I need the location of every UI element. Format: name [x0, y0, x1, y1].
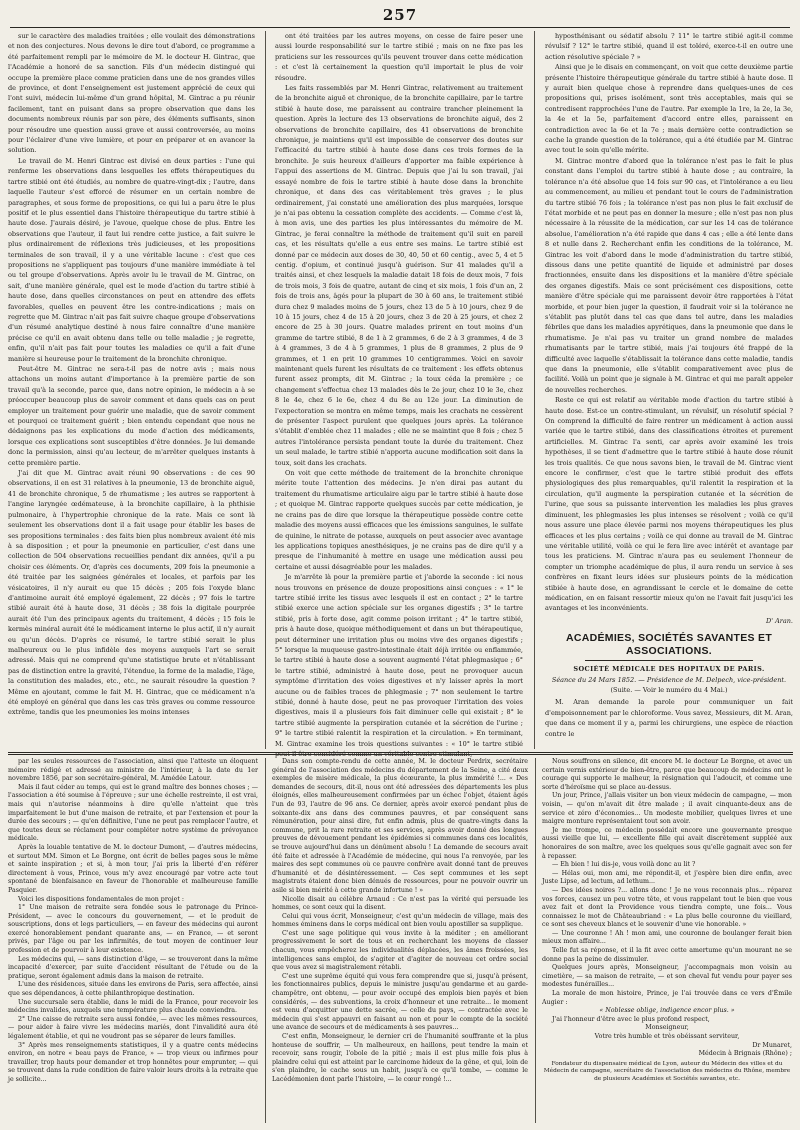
article-column-1 — [8, 31, 255, 749]
paragraph: — Hélas oui, mon ami, me répondit-il, et j'espère bien dire enfin, avec Juste Lipse, ad lectum, ad lethum... — [542, 869, 792, 886]
paragraph: par les seules ressources de l'association, ainsi que l'atteste un éloquent mémoire rédigé et adressé au ministre de l'intérieur, à la date du 1er novembre 1856, par son secrétaire-général, M. Amédée Latour. — [8, 758, 258, 783]
paragraph: L'une des résidences, située dans les environs de Paris, sera affectée, ainsi que ses dépendances, à cette philanthropique destination. — [8, 981, 258, 998]
paragraph: Voici les dispositions fondamentales de mon projet : — [18, 895, 184, 903]
column-divider — [265, 758, 266, 1123]
letter-signature-footnote: Fondateur du dispensaire médical de Lyon, auteur du Médecin des villes et du Médecin de campagne, secrétaire de l'association des médecins du Rhône, membre de plusieurs Académies et Sociétés savantes, etc. — [543, 1060, 791, 1082]
header-rule — [10, 27, 790, 28]
salutation: Monseigneur, — [645, 1024, 689, 1032]
paragraph: — Une couronne ! Ah ! mon ami, une couronne de boulanger ferait bien mieux mon affaire... — [542, 929, 792, 946]
letter-signature-title: Médecin à Brignais (Rhône) ; — [698, 1050, 792, 1058]
section-divider — [8, 752, 793, 755]
paragraph: 3° Après mes renseignements statistiques, il y a quatre cents médecins environ, en notre « beau pays de France, » — trop vieux ou infirmes pour travailler, trop hauts pour demander et trop honnêtes pour emprunter, — qui se trouvent dans la rude condition de faire valoir leurs droits à la retraite que je sollicite... — [8, 1041, 258, 1083]
paragraph: Quelques jours après, Monseigneur, j'accompagnais mon voisin au cimetière, — sa maison de retraite, — et son cheval fut vendu pour payer ses modestes funérailles... — [542, 964, 792, 989]
author-signature: D' Aran. — [766, 616, 793, 625]
section-heading: ACADÉMIES, SOCIÉTÉS SAVANTES ET ASSOCIATIONS. — [565, 632, 773, 658]
paragraph: Un jour, Prince, j'allais visiter un bon vieux médecin de campagne, — mon voisin, — qu'on m'avait dit être malade ; il avait cinquante-deux ans de service et zéro d'économies... Un modeste mobilier, quelques livres et une maigre monture représentaient tout son avoir. — [542, 792, 792, 826]
paragraph: Le travail de M. Henri Gintrac est divisé en deux parties : l'une qui renferme les observations dans lesquelles les effets thérapeutiques du tartre stibié ont été étudiés, au nombre de quatre-vingt-dix ; l'autre, dans laquelle l'auteur s'est efforcé de résumer en un certain nombre de paragraphes, et sous forme de propositions, ce qui lui a paru être le plus positif et le plus essentiel dans l'histoire thérapeutique du tartre stibié à haute dose. J'aurais désiré, je l'avoue, quelque chose de plus. Entre les observations que l'auteur, il faut lui rendre cette justice, a fait suivre le plus ordinairement de réflexions très judicieuses, et les propositions terminales de son travail, il y a une véritable lacune : c'est que ces propositions ne s'appliquent pas toujours d'une manière immédiate à tel ou tel groupe d'observations. Après avoir lu le travail de M. Gintrac, on sait, d'une manière générale, quel est le mode d'action du tartre stibié à haute dose, dans quelles circonstances on peut en attendre des effets favorables, quelles en peuvent être les contre-indications ; mais on regrette que M. Gintrac n'ait pas fait suivre chaque groupe d'observations d'un résumé analytique destiné à nous faire connaître d'une manière précise ce qu'il en avait obtenu dans telle ou telle maladie ; je regrette, enfin, qu'il n'ait pas fait pour toutes les maladies ce qu'il a fait d'une manière si heureuse pour le traitement de la bronchite chronique. — [8, 156, 255, 363]
quote: « Noblesse oblige, indigence encor plus. » — [599, 1007, 735, 1015]
paragraph: La morale de mon histoire, Prince, je l'ai trouvée dans ce vers d'Émile Augier : — [542, 990, 792, 1006]
paragraph: Mais il faut céder au temps, qui est le grand maître des bonnes choses ; — l'association a été soumise à l'épreuve ; sur une échelle restreinte, il est vrai, mais qui n'autorise néanmoins à dire qu'elle n'atteint que très imparfaitement le but d'une maison de retraite, et par l'extension et pour la durée des secours ; — qu'en définitive, l'une ne peut pas remplacer l'autre, et que toutes deux se réclament pour compléter notre système de prévoyance médicale. — [8, 783, 258, 843]
page-number: 257 — [382, 6, 418, 24]
paragraph: On voit que cette méthode de traitement de la bronchite chronique mérite toute l'attention des médecins. Je n'en dirai pas autant du traitement du rhumatisme articulaire aigu par le tartre stibié à haute dose ; et quoique M. Gintrac rapporte quelques succès par cette médication, je ne crains pas de dire que lorsque la thérapeutique possède contre cette maladie des moyens aussi efficaces que les émissions sanguines, le sulfate de quinine, le nitrate de potasse, auxquels on peut associer avec avantage les applications topiques anesthésiques, je ne crains pas de dire qu'il y a presque de l'inhumanité à mettre en usage une médication aussi peu certaine et aussi désagréable pour les malades. — [275, 469, 523, 571]
letter-column-3 — [542, 758, 792, 1123]
paragraph: Nous souffrons en silence, dit encore M. le docteur Le Borgne, et avec un certain vernis extérieur de bien-être, parce que beaucoup de médecins ont le courage qui supporte le malheur, la résignation qui l'adoucit, et comme une sorte d'héroïsme qui se place au-dessus. — [542, 758, 792, 791]
column-divider — [534, 31, 535, 749]
section-rule — [585, 660, 753, 661]
continuation-note: (Suite. — Voir le numéro du 4 Mai.) — [610, 685, 728, 694]
paragraph: J'ai dit que M. Gintrac avait réuni 90 observations : de ces 90 observations, il en est 31 relatives à la pneumonie, 13 de bronchite aiguë, 41 de bronchite chronique, 5 de rhumatisme ; les autres se rapportent à l'angine laryngée œdémateuse, à la bronchite capillaire, à la phthisie pulmonaire, à l'hypertrophie chronique de la rate. Mais ce sont là seulement les observations dont il a fait usage pour établir les bases de ses propositions terminales : des faits bien plus nombreux avaient été mis à sa disposition ; et pour la pneumonie en particulier, c'est dans une collection de 504 observations recueillies pendant dix années, qu'il a pu choisir ces éléments. Or, d'après ces documents, 209 fois la pneumonie a été traitée par les saignées générales et locales, et parfois par les vésicatoires, il n'y aurait eu que 15 décès ; 205 fois l'oxyde blanc d'antimoine aurait été employé également, 22 décès ; 97 fois le tartre stibié aurait été à haute dose, 31 décès ; 38 fois la digitale pourprée aurait été l'un des principaux agents du traitement, 4 décès ; 15 fois le kermès minéral aurait été le médicament interne le plus actif, il n'y aurait eu qu'un décès. D'après ce résumé, le tartre stibié serait le plus malheureux ou le plus infidèle des moyens auxquels l'art se serait adressé. Mais qui ne comprend qu'une statistique brute et n'établissant pas de distinction entre la gravité, l'étendue, la forme de la maladie, l'âge, la constitution des malades, etc., etc., ne saurait résoudre la question ? Même en ajoutant, comme le fait M. H. Gintrac, que ce médicament n'a été employé en général que dans les cas très graves ou comme ressource extrême, tandis que les pneumonies les moins intenses — [8, 469, 255, 717]
paragraph: hyposthénisant ou sédatif absolu ? 11° le tartre stibié agit-il comme révulsif ? 12° le tartre stibié, quand il est toléré, exerce-t-il en outre une action résolutive spéciale ? » — [545, 32, 793, 61]
paragraph: Une succursale sera établie, dans le midi de la France, pour recevoir les médecins invalides, auxquels une température plus chaude conviendra. — [8, 998, 258, 1015]
paragraph: — Des idées noires ?... allons donc ! Je ne vous reconnais plus... réparez vos forces, causez un peu votre tête, et vous rappelant tout le bien que vous avez fait et dont la Providence vous tiendra compte, une fois... Vous connaissez le mot de Châteaubriand : « La plus belle couronne du vieillard, ce sont ses cheveux blancs et le souvenir d'une vie honorable. » — [542, 886, 792, 929]
paragraph: Après la louable tentative de M. le docteur Dumont, — d'autres médecins, et surtout MM. Simon et Le Borgne, ont écrit de belles pages sous le même et sainte inspiration ; et si, à mon tour, j'ai pris la liberté d'en référer directement à vous, Prince, vous m'y avez encouragé par votre acte tout spontané de bienfaisance en faveur de l'honorable et malheureuse famille Pasquier. — [8, 843, 258, 894]
paragraph: Je me trompe, ce médecin possédait encore une gouvernante presque aussi vieille que lui, — excellente fille qui avait discrètement suppléé aux honoraires de son maître, avec les quelques sous qu'elle gagnait avec son fer à repasser. — [542, 826, 792, 860]
paragraph: Telle fut sa réponse, et il la fit avec cette amertume qu'un mourant ne se donne pas la peine de dissimuler. — [542, 947, 792, 963]
column-divider — [265, 31, 266, 749]
section-subheading: SOCIÉTÉ MÉDICALE DES HOPITAUX DE PARIS. — [573, 665, 765, 674]
paragraph: Peut-être M. Gintrac ne sera-t-il pas de notre avis ; mais nous attachons un moins autant d'importance à la première partie de son travail qu'à la seconde, parce que, dans notre opinion, le médecin a à se préoccuper beaucoup plus de savoir comment et dans quels cas on peut employer un traitement pour guérir une maladie, que de savoir comment et pourquoi ce traitement guérit ; bien entendu cependant que nous ne dédaignons pas les explications du mode d'action des médicaments, lorsque ces explications sont susceptibles d'être données. Je lui demande donc la permission, ainsi qu'au lecteur, de m'arrêter quelques instants à cette première partie. — [8, 365, 255, 467]
paragraph: Votre très humble et très obéissant serviteur, — [594, 1033, 740, 1040]
paragraph: Les médecins qui, — sans distinction d'âge, — se trouveront dans la même incapacité d'exercer, par suite d'accident résultant de l'étude ou de la pratique, seront également admis dans la maison de retraite. — [8, 955, 258, 980]
paragraph: 1° Une maison de retraite sera fondée sous le patronage du Prince-Président, — avec le concours du gouvernement, — et le produit de souscriptions, dons et legs particuliers, — en faveur des médecins qui auront exercé honorablement pendant quarante ans, — en France, — et seront privés, par l'âge ou par les infirmités, de tout moyen de continuer leur profession et de pourvoir à leur existence. — [8, 904, 258, 955]
article-column-3 — [545, 31, 793, 749]
paragraph: M. Gintrac montre d'abord que la tolérance n'est pas le fait le plus constant dans l'emploi du tartre stibié à haute dose ; au contraire, la tolérance n'a été absolue que 14 fois sur 90 cas, et l'intolérance a eu lieu au commencement, au milieu et pendant tout le cours de l'administration du tartre stibié 76 fois ; la tolérance n'est pas non plus le fait exclusif de l'état morbide et ne peut pas en donner la mesure ; elle n'est pas non plus nécessaire à la réussite de la médication, car sur les 14 cas de tolérance absolue, l'amélioration n'a été rapide que dans 4 cas ; elle a été lente dans 8 et nulle dans 2. Recherchant enfin les conditions de la tolérance, M. Gintrac les voit d'abord dans le mode d'administration du tartre stibié, dissous dans une petite quantité de liquide et administré par doses fractionnées, ensuite dans les dispositions et la manière d'être spéciale des organes digestifs. Mais ce sont précisément ces dispositions, cette manière d'être spéciale qui me paraissent devoir être rapportées à l'état morbide, et pour bien juger la question, il faudrait voir si la tolérance ne s'établit pas plutôt dans tel cas que dans tel autre, dans les maladies fébriles que dans les maladies apyrétiques, dans la pneumonie que dans le rhumatisme. Je n'ai pas vu traiter un grand nombre de malades rhumatisants par le tartre stibié, mais j'ai toujours été frappé de la difficulté avec laquelle s'établissait la tolérance dans cette maladie, tandis que dans la pneumonie, elle s'établit comparativement avec plus de facilité. Voilà un point que je signale à M. Gintrac et qui me paraît appeler de nouvelles recherches. — [545, 156, 793, 394]
letter-column-2 — [272, 758, 528, 1123]
paragraph: — Eh bien ! lui dis-je, vous voilà donc au lit ? — [552, 861, 696, 869]
paragraph: Dans son compte-rendu de cette année, M. le docteur Perdrix, secrétaire général de l'association des médecins du département de la Seine, a cité deux exemples de misère médicale, la plus écœurante, la plus immérité !... « Des demandes de secours, dit-il, nous ont été adressées des départements les plus éloignés, elles malheureusement confirmées par un échec l'objet, étaient âgés l'un de 93, l'autre de 96 ans. Ce dernier, après avoir exercé pendant plus de soixante-dix ans dans des communes pauvres, et par conséquent sans rémunération, pour ainsi dire, fut enfin admis, plus de quatre-vingts dans la commune, prit la rare retraite et ses services, après avoir donné des longues preuves de dévouement pendant les épidémies si communes dans ces localités, se trouve aujourd'hui dans un dénûment absolu ! La demande de secours avait été faite et adressée à l'Académie de médecine, qui nous l'a renvoyée, par les maires des sept communes où ce pauvre confrère avait donné tant de preuves d'humanité et de désintéressement. — Ces sept communes et les sept magistrats étaient donc bien dénués de ressources, pour ne pouvoir ouvrir un asile si bien mérité à cette grande infortune ! » — [272, 758, 528, 894]
letter-column-1 — [8, 758, 258, 1123]
paragraph: Les faits rassemblés par M. Henri Gintrac, relativement au traitement de la bronchite aiguë et chronique, de la bronchite capillaire, par le tartre stibié à haute dose, me paraissent au contraire trancher pleinement la question. Après la lecture des 13 observations de bronchite aiguë, des 2 observations de bronchite capillaire, des 41 observations de bronchite chronique, je maintiens qu'il est impossible de conserver des doutes sur l'efficacité du tartre stibié à haute dose dans ces trois formes de la bronchite. Je suis heureux d'ailleurs d'apporter ma faible expérience à l'appui des assertions de M. Gintrac. Depuis que j'ai lu son travail, j'ai essayé nombre de fois le tartre stibié à haute dose dans la bronchite chronique, et dans des cas véritablement très graves ; le plus ordinairement, j'ai constaté une amélioration des plus marquées, lorsque je n'ai pas obtenu la cessation complète des accidents. — Comme c'est là, à mon avis, une des parties les plus intéressantes du mémoire de M. Gintrac, je ferai connaître la méthode de traitement qu'il suit en pareil cas, et les résultats qu'elle a eus entre ses mains. Le tartre stibié est donné par ce médecin aux doses de 30, 40, 50 et 60 centig., avec 5, 4 et 5 centig. d'opium, et continué jusqu'à guérison. Sur 41 malades qu'il a traités ainsi, et chez lesquels la maladie datait 18 fois de deux mois, 7 fois de trois mois, 3 fois de quatre, autant de cinq et six mois, 1 fois d'un an, 2 fois de trois ans, âgés pour la plupart de 30 à 60 ans, le traitement stibié dura chez 9 malades moins de 5 jours, chez 13 de 5 à 10 jours, chez 9 de 10 à 15 jours, chez 4 de 15 à 20 jours, chez 3 de 20 à 25 jours, et chez 2 encore de 25 à 30 jours. Quatre malades prirent en tout moins d'un gramme de tartre stibié, 8 de 1 à 2 grammes, 6 de 2 à 3 grammes, 4 de 3 à 4 grammes, 3 de 4 à 5 grammes, 1 plus de 8 grammes, 2 plus de 9 grammes, et 1 en prit 10 grammes 10 centigrammes. Voici en savoir maintenant quels furent les résultats de ce traitement : les effets obtenus furent assez prompts, dit M. Gintrac ; la toux céda la première ; ce changement s'effectua chez 13 malades dès le 2e jour, chez 10 le 3e, chez 8 le 4e, chez 6 le 6e, chez 4 du 8e au 12e jour. La diminution de l'expectoration se montra en même temps, mais les crachats ne cessèrent de présenter l'aspect purulent que quelques jours après. La tolérance s'établit d'emblée chez 11 malades ; elle ne se maintint que 8 fois ; chez 5 autres l'intolérance persista pendant toute la durée du traitement. Chez un seul malade, le tartre stibié n'apporta aucune modification soit dans la toux, soit dans les crachats. — [275, 84, 523, 467]
paragraph: M. Aran demande la parole pour communiquer un fait d'empoisonnement par le chloroforme. Vous savez, Messieurs, dit M. Aran, que dans ce moment il y a, parmi les chirurgiens, une espèce de réaction contre le — [545, 698, 793, 738]
letter-signature-name: Dr Munaret, — [752, 1041, 792, 1049]
paragraph: 2° Une caisse de retraite sera aussi fondée, — avec les mêmes ressources, — pour aider à faire vivre les médecins mariés, dont l'invalidité aura été légalement établie, et qui ne voudront pas se séparer de leurs familles. — [8, 1015, 258, 1040]
session-info: Séance du 24 Mars 1852. — Présidence de M. Delpech, vice-président. — [551, 675, 787, 684]
paragraph: sur le caractère des maladies traitées ; elle voulait des démonstrations et non des conjectures. Nous devons le dire tout d'abord, ce programme a été parfaitement rempli par le mémoire de M. le docteur H. Gintrac, que l'Académie a honoré de sa sanction. Fils d'un médecin distingué qui occupe la première place comme praticien dans une de nos grandes villes de province, et dont l'enseignement est justement apprécié de ceux qui l'ont suivi, médecin lui-même d'un grand hôpital, M. Gintrac a pu réunir facilement, tant en puisant dans sa propre observation que dans les documents nombreux réunis par son père, des éléments suffisants, sinon pour résoudre une question aussi grave et aussi controversée, au moins pour l'éclairer d'une vive lumière, et pour en préparer et en avancer la solution. — [8, 32, 255, 155]
paragraph: Je m'arrête là pour la première partie et j'aborde la seconde : ici nous nous trouvons en présence de douze propositions ainsi conçues : « 1° le tartre stibié irrite les tissus avec lesquels il est en contact ; 2° le tartre stibié exerce une action spéciale sur les organes digestifs ; 3° le tartre stibié, pris à forte dose, agit comme poison irritant ; 4° le tartre stibié, pris à haute dose, quoique méthodiquement et dans un but thérapeutique, peut déterminer une irritation plus ou moins vive des organes digestifs ; 5° lorsque la muqueuse gastro-intestinale était déjà irritée ou enflammée, le tartre stibié à haute dose a souvent augmenté l'état phlegmasique ; 6° le tartre stibié, administré à haute dose, peut ne provoquer aucun symptôme d'irritation des voies digestives et n'y laisser après la mort aucune ou de faibles traces de phlegmasie ; 7° non seulement le tartre stibié, donné à haute dose, peut ne pas provoquer l'irritation des voies digestives, mais il a plusieurs fois fait diminuer celle qui existait ; 8° le tartre stibié augmente la perspiration cutanée et la sécrétion de l'urine ; 9° le tartre stibié ralentit la respiration et la circulation. » En terminant, M. Gintrac examine les trois questions suivantes : « 10° le tartre stibié peut-il être considéré comme un véritable contre-stimulant, — [275, 573, 523, 759]
paragraph: C'est une sage politique qui vous invite à la méditer ; en améliorant progressivement le sort de tous et en recherchant les moyens de classer chacun, vous empêcherez les individualités déplacées, les âmes froissées, les intelligences sans emploi, de s'agiter et d'agiter de nouveau cet ordre social que vous avez si magistralement rétabli. — [272, 929, 528, 972]
article-column-2 — [275, 31, 523, 759]
paragraph: Reste ce qui est relatif au véritable mode d'action du tartre stibié à haute dose. Est-ce un contre-stimulant, un révulsif, un résolutif spécial ? On comprend la difficulté de faire rentrer un médicament à action aussi variée que le tartre stibié, dans des classifications étroites et purement artificielles. M. Gintrac l'a senti, car après avoir examiné les trois hypothèses, il se tient d'admettre que le tartre stibié à haute dose réunit les trois qualités. Ce que nous savons bien, le travail de M. Gintrac vient encore le confirmer, c'est que le tartre stibié produit des effets physiologiques des plus remarquables, qu'il ralentit la respiration et la circulation, qu'il augmente la perspiration cutanée et la sécrétion de l'urine, que sous sa puissante intervention les maladies les plus graves diminuent, les phlegmasies les plus intenses se résolvent ; voilà ce qu'il nous assure une place élevée parmi nos moyens thérapeutiques les plus efficaces et les plus certains ; voilà ce qui donne au travail de M. Gintrac une véritable utilité, voilà ce qui le fera lire avec intérêt et avantage par tous les praticiens. M. Gintrac n'aura pas eu seulement l'honneur de compter un triomphe académique de plus, il aura rendu un service à ses confrères en fixant leurs idées sur plusieurs points de la médication stibiée à haute dose, en agrandissant le cercle et le domaine de cette médication, en en faisant ressortir mieux qu'on ne l'avait fait jusqu'ici les avantages et les inconvénients. — [545, 396, 793, 613]
paragraph: Celui qui vous écrit, Monseigneur, c'est qu'un médecin de village, mais des hommes éminens dans le corps médical ont bien voulu apostiller sa supplique. — [272, 912, 528, 929]
paragraph: ont été traitées par les autres moyens, on cesse de faire peser une aussi lourde responsabilité sur le tartre stibié ; mais on ne fixe pas les praticiens sur les ressources qu'ils peuvent trouver dans cette médication : et c'est là certainement la question qu'il importait le plus de voir résoudre. — [275, 32, 523, 82]
paragraph: J'ai l'honneur d'être avec le plus profond respect, — [552, 1015, 710, 1023]
column-divider — [535, 758, 536, 1123]
paragraph: Nicolle disait au célèbre Arnaud : Ce n'est pas la vérité qui persuade les hommes, ce sont ceux qui la disent. — [272, 895, 528, 912]
paragraph: Ainsi que je le disais en commençant, on voit que cette deuxième partie présente l'histoire thérapeutique générale du tartre stibié à haute dose. Il y aurait bien quelque chose à reprendre dans quelques-unes de ces propositions qui, prises isolément, sont très acceptables, mais qui se contredisent rapprochées l'une de l'autre. Par exemple la 1re, la 2e, la 3e, la 4e et la 5e, parfaitement d'accord entre elles, paraissent en contradiction avec la 6e et la 7e ; mais dernière cette contradiction se cache la grande question de la tolérance, qui a été étudiée par M. Gintrac avec tout le soin qu'elle mérite. — [545, 63, 793, 155]
paragraph: C'est une suprême équité qui vous fera comprendre que si, jusqu'à présent, les fonctionnaires publics, depuis le ministre jusqu'au gendarme et au garde-champêtre, ont obtenu, — pour avoir occupé des emplois bien payés et bien considérés, — des subventions, la croix d'honneur et une retraite... le moment est venu d'acquitter une dette sacrée, — celle du pays, — contractée avec le médecin qui s'est appauvri en faisant au non et pour le compte de la société une avance de secours et de médicaments à ses pauvres... — [272, 972, 528, 1032]
paragraph: C'est enfin, Monseigneur, le dernier cri de l'humanité souffrante et la plus honteuse de souffrir, — Un malheureux, en haillons, peut tendre la main et recevoir, sans rougir, l'obole de la pitié ; mais il est plus mille fois plus à plaindre celui qui est atteint par le carcinome hideux de la gêne, et qui, loin de s'en plaindre, le cache sous un habit, jusqu'à ce qu'il tombe, — comme le Lacédémonien dont parle l'histoire, — le cœur rongé !... — [272, 1033, 528, 1083]
